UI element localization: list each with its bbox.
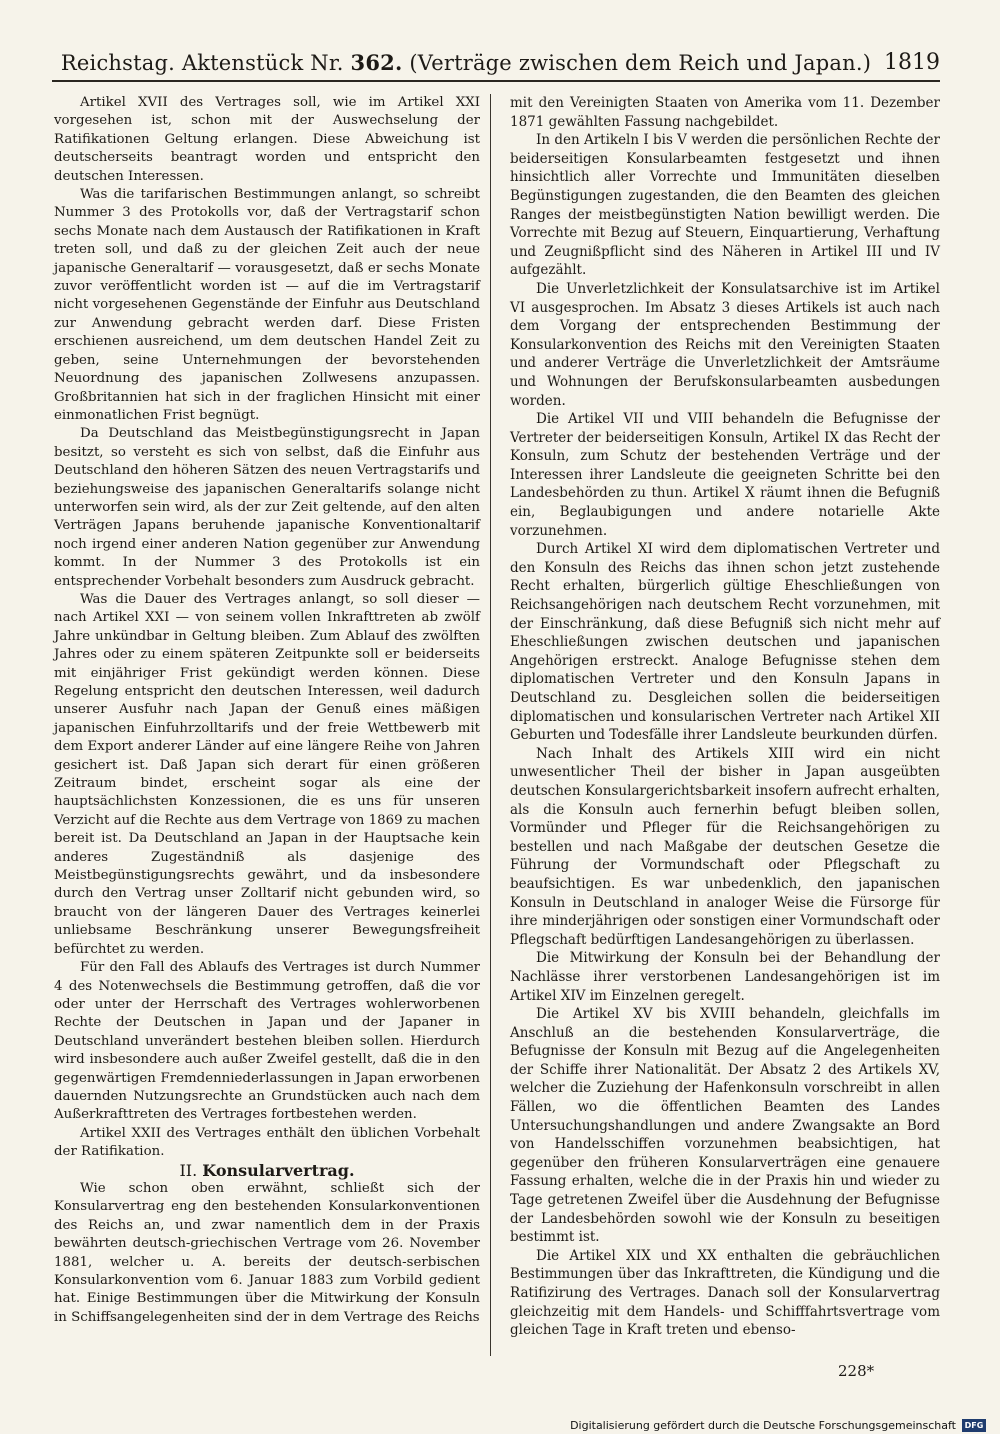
header-title-subject: (Verträge zwischen dem Reich und Japan.) [409, 50, 872, 75]
section-title: Konsularvertrag. [202, 1160, 355, 1180]
paragraph: In den Artikeln I bis V werden die persönlichen Rechte der beiderseitigen Konsularbeamten festgesetzt und ihnen hinsichtlich aller Vorrechte und Immunitäten dieselben Begünstigungen zugestanden, die den Beamten des gleichen Ranges der meistbegünstigten Nation bewilligt werden. Die Vorrechte mit Bezug auf Steuern, Einquartierung, Verhaftung und Zeugnißpflicht sind des Näheren in Artikel III und IV aufgezählt. [510, 132, 940, 279]
page-number: 1819 [884, 49, 940, 75]
paragraph: Die Mitwirkung der Konsuln bei der Behandlung der Nachlässe ihrer verstorbenen Landesangehörigen ist im Artikel XIV im Einzelnen geregelt. [510, 950, 940, 1004]
header-title-prefix: Reichstag. Aktenstück Nr. [60, 50, 344, 75]
header-document-number: 362. [350, 49, 403, 75]
paragraph: Nach Inhalt des Artikels XIII wird ein nicht unwesentlicher Theil der bisher in Japan ausgeübten deutschen Konsulargerichtsbarkeit insofern aufrecht erhalten, als die Konsuln auch fernerhin befugt bleiben sollen, Vormünder und Pfleger für die Reichsangehörigen zu bestellen und nach Maßgabe der deutschen Gesetze die Führung der Vormundschaft oder Pflegschaft zu beaufsichtigen. Es war unbedenklich, den japanischen Konsuln in Deutschland in analoger Weise die Fürsorge für ihre minderjährigen oder sonstigen einer Vormundschaft oder Pflegschaft bedürftigen Landesangehörigen zu überlassen. [510, 745, 940, 948]
paragraph: Wie schon oben erwähnt, schließt sich der Konsularvertrag eng den bestehenden Konsularkonventionen des Reichs an, und zwar namentlich dem in der Praxis bewährten deutsch-griechischen Vertrage vom 26. November 1881, welcher u. A. bereits der deutsch-serbischen Konsularkonvention vom 6. Januar 1883 zum Vorbild gedient hat. Einige Bestimmungen über die Mitwirkung der Konsuln in Schiffsangelegenheiten sind der in dem Vertrage des Reichs [54, 1180, 480, 1325]
paragraph: Die Artikel XIX und XX enthalten die gebräuchlichen Bestimmungen über das Inkrafttreten, die Kündigung und die Ratifizirung des Vertrages. Danach soll der Konsularvertrag gleichzeitig mit dem Handels- und Schifffahrtsvertrage vom gleichen Tage in Kraft treten und ebenso- [510, 1247, 940, 1339]
signature-mark: 228* [838, 1362, 875, 1380]
paragraph: Artikel XXII des Vertrages enthält den üblichen Vorbehalt der Ratifikation. [54, 1125, 480, 1160]
paragraph: Artikel XVII des Vertrages soll, wie im Artikel XXI vorgesehen ist, schon mit der Auswechselung der Ratifikationen Geltung erlangen. Diese Abweichung ist deutscherseits beantragt worden und entspricht den deutschen Interessen. [54, 95, 480, 184]
running-header [52, 44, 940, 82]
paragraph: Da Deutschland das Meistbegünstigungsrecht in Japan besitzt, so versteht es sich von selbst, daß die Einfuhr aus Deutschland den höheren Sätzen des neuen Vertragstarifs und beziehungsweise des japanischen Generaltarifs solange nicht unterworfen sein wird, als der zur Zeit geltende, auf den alten Verträgen Japans beruhende japanische Konventionaltarif noch irgend einer anderen Nation gegenüber zur Anwendung kommt. In der Nummer 3 des Protokolls ist ein entsprechender Vorbehalt besonders zum Ausdruck gebracht. [54, 426, 480, 589]
left-column [54, 94, 480, 1327]
paragraph: Die Artikel VII und VIII behandeln die Befugnisse der Vertreter der beiderseitigen Konsuln, Artikel IX das Recht der Konsuln, zum Schutz der bestehenden Verträge und der Interessen ihrer Landsleute die geeigneten Schritte bei den Landesbehörden zu thun. Artikel X räumt ihnen die Befugniß ein, Beglaubigungen und andere notarielle Akte vorzunehmen. [510, 411, 940, 539]
paragraph: Durch Artikel XI wird dem diplomatischen Vertreter und den Konsuln des Reichs das ihnen schon jetzt zustehende Recht erhalten, bürgerlich gültige Eheschließungen von Reichsangehörigen nach deutschem Recht vorzunehmen, mit der Einschränkung, daß diese Befugniß sich nicht mehr auf Eheschließungen zwischen deutschen und japanischen Angehörigen erstreckt. Analoge Befugnisse stehen dem diplomatischen Vertreter und den Konsuln Japans in Deutschland zu. Desgleichen sollen die beiderseitigen diplomatischen und konsularischen Vertreter nach Artikel XII Geburten und Todesfälle ihrer Landsleute beurkunden dürfen. [510, 541, 940, 744]
paragraph: Für den Fall des Ablaufs des Vertrages ist durch Nummer 4 des Notenwechsels die Bestimmung getroffen, daß die vor oder unter der Herrschaft des Vertrages wohlerworbenen Rechte der Deutschen in Japan und der Japaner in Deutschland unverändert bestehen bleiben sollen. Hierdurch wird insbesondere auch außer Zweifel gestellt, daß die in den gegenwärtigen Fremdenniederlassungen in Japan erworbenen dauernden Nutzungsrechte an Grundstücken auch nach dem Außerkrafttreten des Vertrages fortbestehen werden. [54, 960, 480, 1123]
dfg-logo-icon: DFG [962, 1419, 986, 1432]
digitization-credit [570, 1419, 986, 1432]
credit-text: Digitalisierung gefördert durch die Deutsche Forschungsgemeinschaft [570, 1419, 956, 1432]
section-heading [54, 1162, 480, 1180]
paragraph: Die Unverletzlichkeit der Konsulatsarchive ist im Artikel VI ausgesprochen. Im Absatz 3 dieses Artikels ist auch nach dem Vorgang der entsprechenden Bestimmung der Konsularkonvention des Reichs mit den Vereinigten Staaten und anderer Verträge die Unverletzlichkeit der Amtsräume und Wohnungen der Berufskonsularbeamten ausbedungen worden. [510, 280, 940, 409]
paragraph: mit den Vereinigten Staaten von Amerika vom 11. Dezember 1871 gewählten Fassung nachgebildet. [510, 95, 940, 130]
paragraph: Was die Dauer des Vertrages anlangt, so soll dieser — nach Artikel XXI — von seinem vollen Inkrafttreten ab zwölf Jahre unkündbar in Geltung bleiben. Zum Ablauf des zwölften Jahres oder zu einem späteren Zeitpunkte soll er beiderseits mit einjähriger Frist gekündigt werden können. Diese Regelung entspricht den deutschen Interessen, weil dadurch unserer Ausfuhr nach Japan der Genuß eines mäßigen japanischen Einfuhrzolltarifs und der freie Wettbewerb mit dem Export anderer Länder auf eine längere Reihe von Jahren gesichert ist. Daß Japan sich derart für einen größeren Zeitraum bindet, erscheint sogar als eine der hauptsächlichsten Konzessionen, die es uns für unseren Verzicht auf die Rechte aus dem Vertrage von 1869 zu machen bereit ist. Da Deutschland an Japan in der Hauptsache kein anderes Zugeständniß als dasjenige des Meistbegünstigungsrechts gewährt, und da insbesondere durch den Vertrag unser Zolltarif nicht gebunden wird, so braucht von der längeren Dauer des Vertrages keinerlei unliebsame Beschränkung unserer Bewegungsfreiheit befürchtet zu werden. [54, 591, 480, 957]
section-number: II. [179, 1160, 198, 1180]
paragraph: Die Artikel XV bis XVIII behandeln, gleichfalls im Anschluß an die bestehenden Konsularverträge, die Befugnisse der Konsuln mit Bezug auf die Angelegenheiten der Schiffe ihrer Nationalität. Der Absatz 2 des Artikels XV, welcher die Zuziehung der Hafenkonsuln vorschreibt in allen Fällen, wo die öffentlichen Beamten des Landes Untersuchungshandlungen und andere Zwangsakte an Bord von Handelsschiffen vorzunehmen beabsichtigen, hat gegenüber den früheren Konsularverträgen eine genauere Fassung erhalten, welche die in der Praxis hin und wieder zu Tage getretenen Zweifel über die Ausdehnung der Befugnisse der Landesbehörden sowohl wie der Konsuln zu beseitigen bestimmt ist. [510, 1006, 940, 1246]
paragraph: Was die tarifarischen Bestimmungen anlangt, so schreibt Nummer 3 des Protokolls vor, daß der Vertragstarif schon sechs Monate nach dem Austausch der Ratifikationen in Kraft treten soll, und daß zu der gleichen Zeit auch der neue japanische Generaltarif — vorausgesetzt, daß er sechs Monate zuvor veröffentlicht worden ist — auf die im Vertragstarif nicht vorgesehenen Gegenstände der Einfuhr aus Deutschland zur Anwendung gebracht werden darf. Diese Fristen erschienen ausreichend, um dem deutschen Handel Zeit zu geben, seine Unternehmungen der bevorstehenden Neuordnung des japanischen Zollwesens anzupassen. Großbritannien hat sich in der fraglichen Hinsicht mit einer einmonatlichen Frist begnügt. [54, 187, 480, 423]
header-title [52, 50, 880, 75]
column-divider [490, 94, 491, 1356]
right-column [510, 94, 940, 1340]
